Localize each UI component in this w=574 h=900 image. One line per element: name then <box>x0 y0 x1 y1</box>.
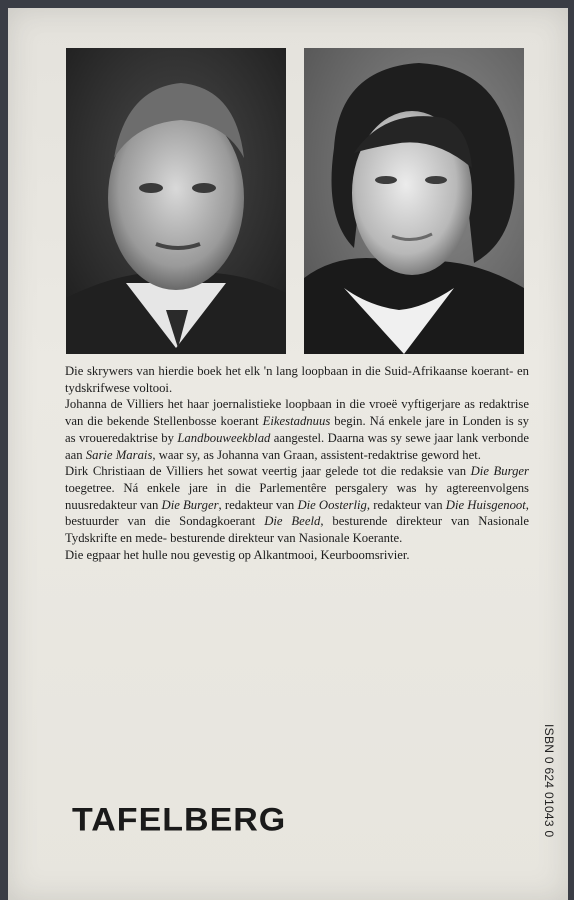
portrait-woman-photo <box>304 48 524 354</box>
portrait-man-photo <box>66 48 286 354</box>
bio-paragraph-johanna: Johanna de Villiers het haar joernalistieke loopbaan in die vroeë vyftigerjare as redaktrise van die bekende Stellenbosse koerant Eikestadnuus begin. Ná enkele jare in Londen is sy as vroueredaktrise by Landbouweekblad aangestel. Daarna was sy sewe jaar lank verbonde aan Sarie Marais, waar sy, as Johanna van Graan, assistent-redaktrise geword het. <box>65 397 530 462</box>
bio-paragraph-residence: Die egpaar het hulle nou gevestig op Alkantmooi, Keurboomsrivier. <box>65 547 410 562</box>
publisher-logo: TAFELBERG <box>72 801 287 839</box>
bio-paragraph-dirk: Dirk Christiaan de Villiers het sowat veertig jaar gelede tot die redaksie van Die Burger toegetree. Ná enkele jare in die Parlementêre persgalery was hy agtereenvolgens nuusredakteur van Die Burger, redakteur van Die Oosterlig, redakteur van Die Huisgenoot, bestuurder van die Sondagkoerant Die Beeld, besturende direkteur van Nasionale Tydskrifte en mede- besturende direkteur van Nasionale Koerante. <box>65 464 530 546</box>
isbn-number: ISBN 0 624 01043 0 <box>542 724 556 838</box>
bio-paragraph-intro: Die skrywers van hierdie boek het elk 'n lang loopbaan in die Suid-Afrikaanse koerant- en tydskrifwese voltooi. <box>65 364 529 395</box>
author-biography <box>65 363 529 563</box>
portrait-woman-image <box>304 48 524 354</box>
book-back-cover <box>8 8 568 900</box>
portrait-man-image <box>66 48 286 354</box>
